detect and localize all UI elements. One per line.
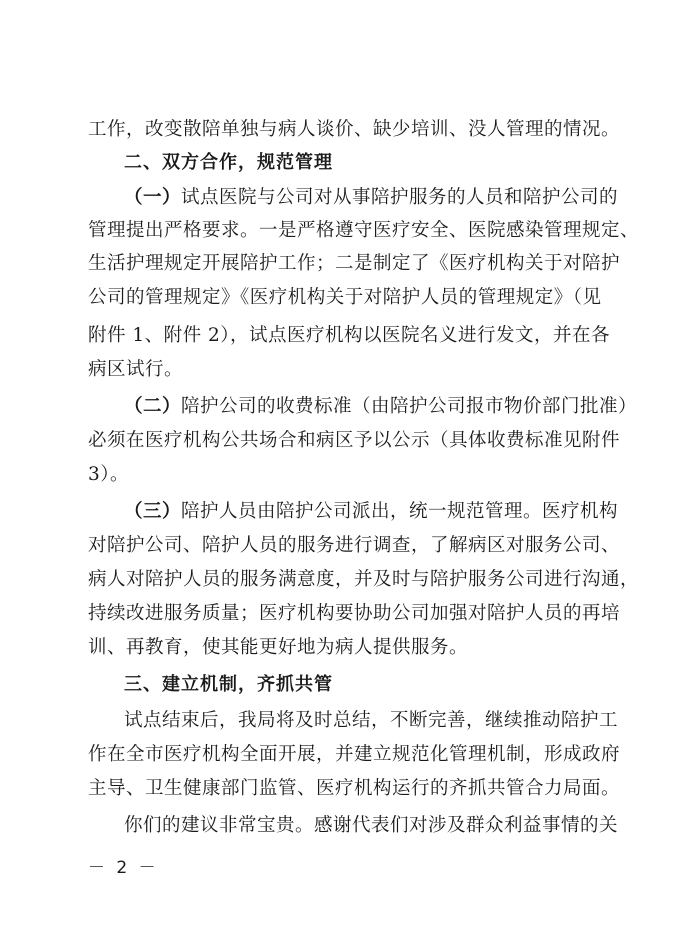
text-line: 必须在医疗机构公共场合和病区予以公示（具体收费标准见附件 [88,430,621,451]
text-line: 工作，改变散陪单独与病人谈价、缺少培训、没人管理的情况。 [88,119,621,140]
text-line: 病区试行。 [88,359,184,380]
text-span: 试点医院与公司对从事陪护服务的人员和陪护公司的 [181,187,619,208]
section-heading-2: 二、双方合作，规范管理 [124,152,333,173]
text-line: 试点结束后，我局将及时总结，不断完善，继续推动陪护工 [124,710,619,731]
text-line: 生活护理规定开展陪护工作；二是制定了《医疗机构关于对陪护 [88,253,621,274]
text-line: 管理提出严格要求。一是严格遵守医疗安全、医院感染管理规定、 [88,220,640,241]
text-line: 病人对陪护人员的服务满意度，并及时与陪护服务公司进行沟通， [88,569,640,590]
text-line: 持续改进服务质量；医疗机构要协助公司加强对陪护人员的再培 [88,603,621,624]
text-line: 对陪护公司、陪护人员的服务进行调查，了解病区对服务公司、 [88,535,621,556]
paragraph-first-line [124,495,619,528]
item-number: （二） [124,396,182,417]
text-line: 公司的管理规定》《医疗机构关于对陪护人员的管理规定》（见 [88,287,602,308]
text-line: 作在全市医疗机构全面开展，并建立规范化管理机制，形成政府 [88,744,621,765]
section-heading-3: 三、建立机制，齐抓共管 [124,674,333,695]
text-line: 附件 1、附件 2），试点医疗机构以医院名义进行发文，并在各 [88,325,611,346]
page-number: － 2 － [88,858,159,878]
text-line: 3）。 [88,464,130,485]
text-span: 陪护公司的收费标准（由陪护公司报市物价部门批准） [181,396,638,417]
item-number: （一） [124,187,182,208]
text-line: 主导、卫生健康部门监管、医疗机构运行的齐抓共管合力局面。 [88,778,621,799]
paragraph-first-line [124,181,619,214]
text-line: 你们的建议非常宝贵。感谢代表们对涉及群众利益事情的关 [124,815,619,836]
item-number: （三） [124,501,182,522]
text-span: 陪护人员由陪护公司派出，统一规范管理。医疗机构 [181,501,619,522]
text-line: 训、再教育，使其能更好地为病人提供服务。 [88,637,469,658]
paragraph-first-line [124,390,638,423]
